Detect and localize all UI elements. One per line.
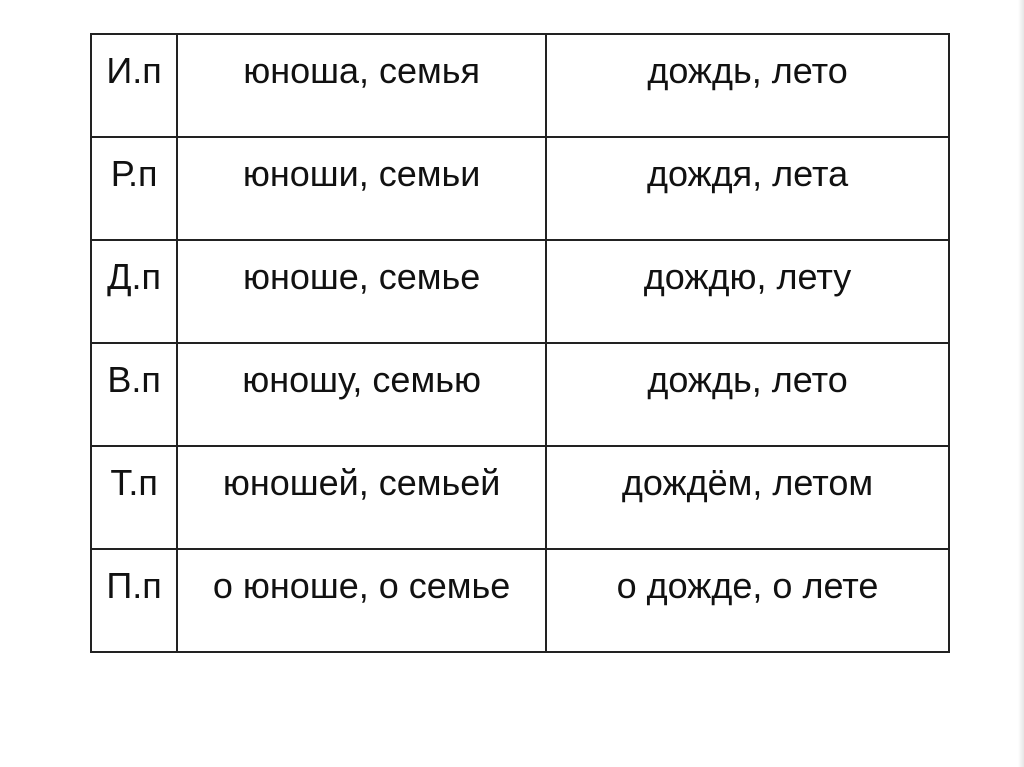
word-forms: о дожде, о лете	[616, 565, 879, 606]
slide-edge-shadow	[1018, 0, 1024, 767]
word-forms: дождю, лету	[643, 256, 852, 297]
table-row	[91, 446, 949, 549]
case-label: В.п	[107, 359, 161, 400]
word-forms: юношей, семьей	[222, 462, 501, 503]
case-label: И.п	[106, 50, 162, 91]
word-forms: о юноше, о семье	[212, 565, 511, 606]
case-cell	[91, 34, 177, 137]
word-cell	[546, 240, 949, 343]
table-row	[91, 34, 949, 137]
word-cell	[546, 446, 949, 549]
word-cell	[546, 549, 949, 652]
word-cell	[177, 34, 546, 137]
case-cell	[91, 343, 177, 446]
word-forms: юношу, семью	[242, 359, 481, 400]
word-cell	[177, 549, 546, 652]
table-row	[91, 137, 949, 240]
word-forms: юноша, семья	[243, 50, 481, 91]
declension-table	[90, 33, 950, 653]
table-row	[91, 240, 949, 343]
case-cell	[91, 240, 177, 343]
word-forms: дождь, лето	[647, 50, 848, 91]
word-cell	[546, 34, 949, 137]
case-label: Д.п	[107, 256, 162, 297]
case-cell	[91, 446, 177, 549]
word-cell	[546, 343, 949, 446]
word-forms: дождь, лето	[647, 359, 848, 400]
case-label: Р.п	[110, 153, 158, 194]
word-cell	[177, 137, 546, 240]
table-row	[91, 343, 949, 446]
case-cell	[91, 137, 177, 240]
word-cell	[177, 343, 546, 446]
table-row	[91, 549, 949, 652]
word-forms: дождя, лета	[646, 153, 849, 194]
word-forms: юноше, семье	[242, 256, 481, 297]
word-cell	[177, 240, 546, 343]
case-label: Т.п	[110, 462, 158, 503]
word-cell	[546, 137, 949, 240]
case-label: П.п	[106, 565, 162, 606]
word-forms: дождём, летом	[621, 462, 874, 503]
case-cell	[91, 549, 177, 652]
word-cell	[177, 446, 546, 549]
word-forms: юноши, семьи	[242, 153, 481, 194]
